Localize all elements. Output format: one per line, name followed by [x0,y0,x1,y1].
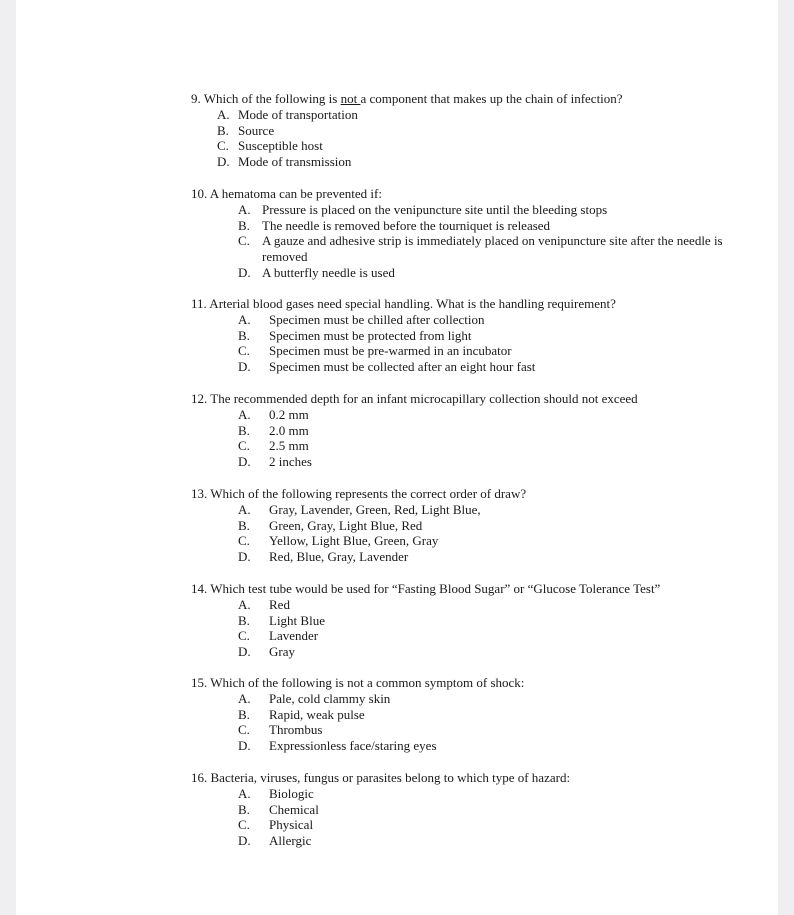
option-text: Allergic [269,833,312,849]
option-text: 2.0 mm [269,422,309,438]
answer-option [191,786,771,802]
option-text: Expressionless face/staring eyes [269,738,437,754]
answer-option [191,438,771,454]
option-letter: D. [238,738,251,754]
option-letter: C. [238,722,250,738]
option-letter: C. [238,817,250,833]
option-text: Light Blue [269,612,325,628]
answer-option [191,691,771,707]
question-13 [191,486,771,565]
answer-option [191,328,771,344]
option-letter: D. [238,264,251,280]
option-letter: A. [238,406,251,422]
option-letter: B. [238,612,250,628]
option-letter: C. [238,533,250,549]
answer-option [191,154,771,170]
question-stem: 11. Arterial blood gases need special handling. What is the handling requirement? [191,296,616,311]
answer-option [191,817,771,833]
option-text: Thrombus [269,722,323,738]
answer-option [191,312,771,328]
option-letter: A. [217,106,230,122]
option-letter: C. [238,343,250,359]
option-text: Red, Blue, Gray, Lavender [269,549,409,565]
option-letter: D. [238,549,251,565]
document-page [16,0,778,915]
option-text: Physical [269,817,314,833]
option-text: Mode of transportation [238,106,358,122]
answer-option [191,423,771,439]
option-text: Yellow, Light Blue, Green, Gray [269,533,439,549]
question-stem: 16. Bacteria, viruses, fungus or parasites belong to which type of hazard: [191,770,571,785]
option-text: 2.5 mm [269,438,309,454]
option-text: 0.2 mm [269,406,309,422]
question-11 [191,296,771,375]
question-16 [191,770,771,849]
answer-option [191,597,771,613]
answer-option [191,138,771,154]
question-stem: 15. Which of the following is not a common symptom of shock: [191,675,525,690]
option-text: Source [238,122,275,138]
answer-option [191,502,771,518]
option-letter: D. [238,644,251,660]
option-letter: C. [238,233,250,249]
answer-option [191,644,771,660]
question-9 [191,91,771,170]
option-letter: A. [238,785,251,801]
option-letter: C. [217,138,229,154]
option-letter: A. [238,596,251,612]
option-text: Red [269,596,290,612]
option-text: Pale, cold clammy skin [269,690,391,706]
answer-option [191,518,771,534]
option-letter: B. [238,422,250,438]
answer-option [191,202,771,218]
question-stem: 13. Which of the following represents the correct order of draw? [191,486,527,501]
option-letter: B. [238,517,250,533]
answer-option [191,707,771,723]
option-letter: B. [238,801,250,817]
option-letter: B. [238,327,250,343]
option-text: The needle is removed before the tourniquet is released [262,217,551,233]
option-text: Specimen must be chilled after collection [269,311,485,327]
option-letter: A. [238,501,251,517]
option-letter: A. [238,311,251,327]
option-text: Pressure is placed on the venipuncture site until the bleeding stops [262,201,608,217]
option-letter: D. [238,359,251,375]
option-text: Chemical [269,801,319,817]
answer-option [191,549,771,565]
answer-option [191,613,771,629]
question-10 [191,186,771,281]
option-text: A gauze and adhesive strip is immediately placed on venipuncture site after the needle is removed [262,233,723,265]
answer-option [191,833,771,849]
question-stem: 12. The recommended depth for an infant microcapillary collection should not exceed [191,391,638,406]
option-text: Specimen must be collected after an eight hour fast [269,359,536,375]
option-text: Gray, Lavender, Green, Red, Light Blue, [269,501,481,517]
option-text: Rapid, weak pulse [269,706,365,722]
option-letter: D. [238,833,251,849]
option-text: A butterfly needle is used [262,264,395,280]
question-stem: 10. A hematoma can be prevented if: [191,186,382,201]
option-letter: B. [217,122,229,138]
question-14 [191,581,771,660]
page-bottom-edge [16,908,778,915]
option-letter: A. [238,690,251,706]
answer-option [191,343,771,359]
option-text: Gray [269,644,295,660]
option-letter: A. [238,201,251,217]
option-text: Mode of transmission [238,154,352,170]
emphasis-underline: not [340,91,361,106]
answer-option [191,738,771,754]
answer-option [191,628,771,644]
option-letter: C. [238,438,250,454]
answer-option [191,233,752,265]
option-letter: C. [238,628,250,644]
answer-option [191,802,771,818]
answer-option [191,123,771,139]
option-text: Susceptible host [238,138,323,154]
option-letter: B. [238,706,250,722]
option-letter: D. [217,154,230,170]
question-stem: 9. Which of the following is not a component that makes up the chain of infection? [191,91,623,106]
answer-option [191,218,771,234]
option-text: Lavender [269,628,319,644]
option-text: Green, Gray, Light Blue, Red [269,517,423,533]
option-text: Specimen must be protected from light [269,327,472,343]
option-text: Specimen must be pre-warmed in an incubator [269,343,512,359]
option-text: 2 inches [269,454,312,470]
answer-option [191,407,771,423]
option-text: Biologic [269,785,314,801]
answer-option [191,265,771,281]
question-12 [191,391,771,470]
answer-option [191,722,771,738]
answer-option [191,107,771,123]
question-stem: 14. Which test tube would be used for “Fasting Blood Sugar” or “Glucose Tolerance Test” [191,581,661,596]
question-15 [191,675,771,754]
answer-option [191,454,771,470]
option-letter: B. [238,217,250,233]
option-letter: D. [238,454,251,470]
answer-option [191,359,771,375]
answer-option [191,533,771,549]
